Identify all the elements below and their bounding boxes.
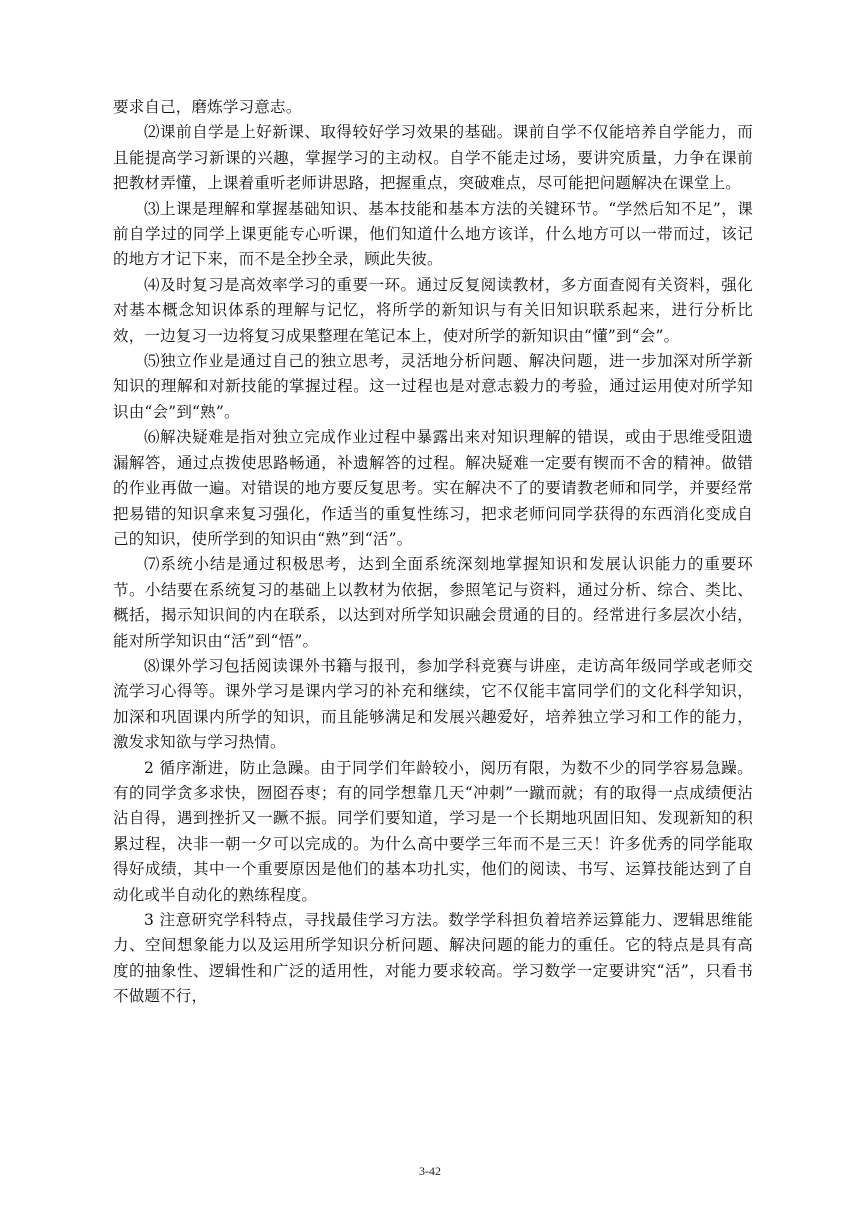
page-number: 3-42: [419, 1164, 441, 1178]
paragraph-section-2: 2 循序渐进，防止急躁。由于同学们年龄较小，阅历有限，为数不少的同学容易急躁。有的同学贪多求快，囫囵吞枣；有的同学想靠几天“冲刺”一蹴而就；有的取得一点成绩便沾沾自得，遇到挫折又一蹶不振。同学们要知道，学习是一个长期地巩固旧知、发现新知的积累过程，决非一朝一夕可以完成的。为什么高中要学三年而不是三天！许多优秀的同学能取得好成绩，其中一个重要原因是他们的基本功扎实，他们的阅读、书写、运算技能达到了自动化或半自动化的熟练程度。: [113, 758, 753, 904]
paragraph-item-3: ⑶上课是理解和掌握基础知识、基本技能和基本方法的关键环节。“学然后知不足”，课前自学过的同学上课更能专心听课，他们知道什么地方该详，什么地方可以一带而过，该记的地方才记下来，而不是全抄全录，顾此失彼。: [113, 199, 753, 269]
body-text: [113, 95, 753, 1010]
paragraph-item-7: ⑺系统小结是通过积极思考，达到全面系统深刻地掌握知识和发展认识能力的重要环节。小结要在系统复习的基础上以教材为依据，参照笔记与资料，通过分析、综合、类比、概括，揭示知识间的内在联系，以达到对所学知识融会贯通的目的。经常进行多层次小结，能对所学知识由“活”到“悟”。: [113, 555, 753, 650]
paragraph-item-2: ⑵课前自学是上好新课、取得较好学习效果的基础。课前自学不仅能培养自学能力，而且能提高学习新课的兴趣，掌握学习的主动权。自学不能走过场，要讲究质量，力争在课前把教材弄懂，上课着重听老师讲思路，把握重点，突破难点，尽可能把问题解决在课堂上。: [113, 123, 753, 193]
paragraph-continuation: 要求自己，磨炼学习意志。: [113, 98, 302, 116]
paragraph-item-6: ⑹解决疑难是指对独立完成作业过程中暴露出来对知识理解的错误，或由于思维受阻遗漏解答，通过点拨使思路畅通，补遗解答的过程。解决疑难一定要有锲而不舍的精神。做错的作业再做一遍。对错误的地方要反复思考。实在解决不了的要请教老师和同学，并要经常把易错的知识拿来复习强化，作适当的重复性练习，把求老师问同学获得的东西消化变成自己的知识，使所学到的知识由“熟”到“活”。: [113, 428, 753, 548]
paragraph-item-8: ⑻课外学习包括阅读课外书籍与报刊，参加学科竞赛与讲座，走访高年级同学或老师交流学习心得等。课外学习是课内学习的补充和继续，它不仅能丰富同学们的文化科学知识，加深和巩固课内所学的知识，而且能够满足和发展兴趣爱好，培养独立学习和工作的能力，激发求知欲与学习热情。: [113, 656, 753, 752]
paragraph-item-5: ⑸独立作业是通过自己的独立思考，灵活地分析问题、解决问题，进一步加深对所学新知识的理解和对新技能的掌握过程。这一过程也是对意志毅力的考验，通过运用使对所学知识由“会”到“熟”。: [113, 352, 753, 421]
paragraph-section-3: 3 注意研究学科特点，寻找最佳学习方法。数学学科担负着培养运算能力、逻辑思维能力、空间想象能力以及运用所学知识分析问题、解决问题的能力的重任。它的特点是具有高度的抽象性、逻辑性和广泛的适用性，对能力要求较高。学习数学一定要讲究“活”，只看书不做题不行，: [113, 911, 753, 1006]
paragraph-item-4: ⑷及时复习是高效率学习的重要一环。通过反复阅读教材，多方面查阅有关资料，强化对基本概念知识体系的理解与记忆，将所学的新知识与有关旧知识联系起来，进行分析比效，一边复习一边将复习成果整理在笔记本上，使对所学的新知识由“懂”到“会”。: [113, 275, 753, 345]
